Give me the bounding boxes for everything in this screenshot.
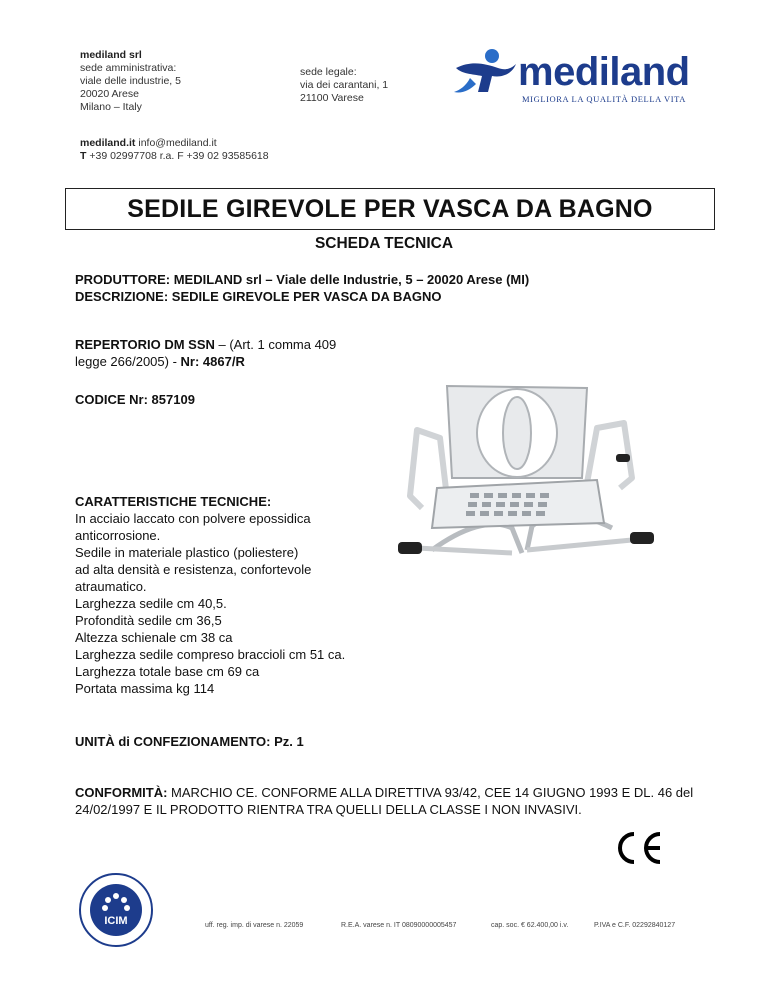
spec-line: Larghezza sedile cm 40,5. (75, 596, 227, 611)
spec-line: Altezza schienale cm 38 ca (75, 630, 233, 645)
bath-seat-product-image (392, 378, 662, 568)
title-box (65, 188, 715, 230)
icim-certification-icon (78, 872, 154, 948)
spec-line: In acciaio laccato con polvere epossidica (75, 511, 311, 526)
repertorio-text-2: legge 266/2005) - (75, 354, 181, 369)
icim-label: ICIM (104, 915, 128, 927)
packaging-unit: UNITÀ di CONFEZIONAMENTO: Pz. 1 (75, 734, 304, 749)
admin-city: 20020 Arese (80, 88, 139, 100)
contact-block (80, 137, 269, 163)
phone-number: +39 02997708 r.a. F +39 02 93585618 (89, 150, 269, 162)
repertorio-number: Nr: 4867/R (180, 354, 245, 369)
spec-line: Portata massima kg 114 (75, 681, 215, 696)
spec-line: atraumatico. (75, 579, 147, 594)
phone-prefix: T (80, 150, 87, 162)
footer-capital: cap. soc. € 62.400,00 i.v. (491, 922, 569, 929)
spec-line: Larghezza sedile compreso braccioli cm 51 ca. (75, 647, 346, 662)
conformity-text: MARCHIO CE. CONFORME ALLA DIRETTIVA 93/42, CEE 14 GIUGNO 1993 E DL. 46 del 24/02/1997 E IL PRODOTTO RIENTRA TRA QUELLI DELLA CLASSE I NON INVASIVI. (75, 785, 694, 817)
spec-line: Profondità sedile cm 36,5 (75, 613, 222, 628)
spec-line: ad alta densità e resistenza, confortevole (75, 562, 312, 577)
conformity-block (75, 784, 705, 818)
technical-specs (75, 493, 405, 697)
legal-city: 21100 Varese (300, 92, 364, 104)
legal-label: sede legale: (300, 66, 357, 78)
repertorio-text: – (Art. 1 comma 409 (214, 337, 337, 352)
description-line: DESCRIZIONE: SEDILE GIREVOLE PER VASCA DA BAGNO (75, 289, 442, 304)
product-code: CODICE Nr: 857109 (75, 392, 195, 407)
mediland-person-logo-icon (452, 46, 518, 98)
admin-label: sede amministrativa: (80, 62, 177, 74)
spec-line: Sedile in materiale plastico (poliestere) (75, 545, 299, 560)
page-title: SEDILE GIREVOLE PER VASCA DA BAGNO (127, 194, 653, 223)
logo-wordmark: mediland (518, 50, 690, 94)
specs-heading: CARATTERISTICHE TECNICHE: (75, 494, 272, 509)
logo-tagline: MIGLIORA LA QUALITÀ DELLA VITA (522, 94, 687, 104)
right-arm-clip (616, 454, 630, 462)
producer-line: PRODUTTORE: MEDILAND srl – Viale delle Industrie, 5 – 20020 Arese (MI) (75, 272, 530, 287)
footer-rea: R.E.A. varese n. IT 08090000005457 (341, 922, 457, 929)
company-name: mediland srl (80, 49, 142, 61)
company-address-block (80, 49, 181, 114)
legal-address-block (300, 66, 388, 105)
spec-line: Larghezza totale base cm 69 ca (75, 664, 260, 679)
mediland-logo (452, 44, 690, 110)
spec-line: anticorrosione. (75, 528, 161, 543)
right-foot-cap (630, 532, 654, 544)
page-subtitle: SCHEDA TECNICA (314, 235, 454, 252)
admin-street: viale delle industrie, 5 (80, 75, 181, 87)
repertorio-block (75, 336, 375, 370)
repertorio-label: REPERTORIO DM SSN (75, 337, 215, 352)
conformity-label: CONFORMITÀ: (75, 785, 168, 800)
admin-region: Milano – Italy (80, 101, 142, 113)
footer-vat: P.IVA e C.F. 02292840127 (594, 922, 676, 929)
footer-registry: uff. reg. imp. di varese n. 22059 (205, 922, 304, 929)
legal-street: via dei carantani, 1 (300, 79, 389, 91)
email-link[interactable]: info@mediland.it (138, 137, 217, 149)
website-link[interactable]: mediland.it (80, 137, 136, 149)
ce-mark-icon (612, 830, 664, 866)
producer-block (75, 271, 529, 305)
